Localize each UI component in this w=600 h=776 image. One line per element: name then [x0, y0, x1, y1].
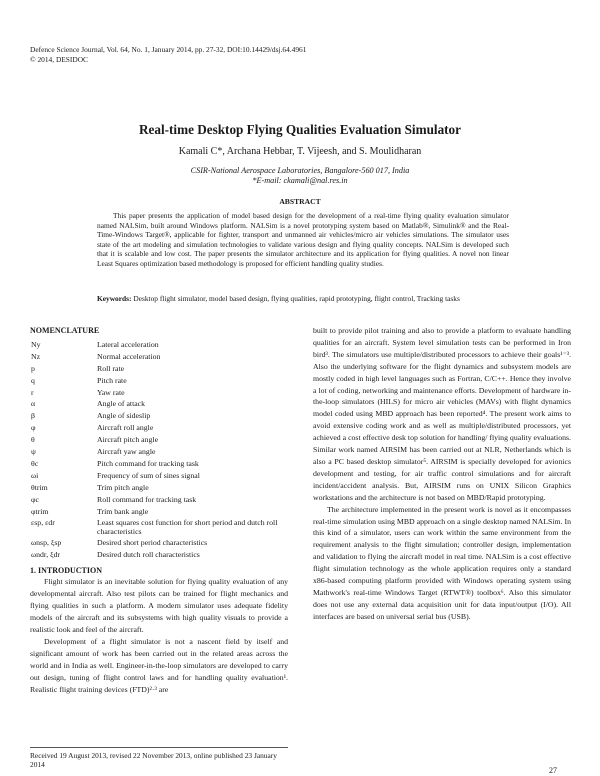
nomenclature-symbol: θc: [31, 458, 39, 468]
nomenclature-definition: Pitch command for tracking task: [97, 458, 199, 468]
affiliation: CSIR-National Aerospace Laboratories, Bangalore-560 017, India: [190, 166, 410, 175]
body-paragraph: The architecture implemented in the present work is novel as it encompasses real-time simulation using MBD approach on a single desktop named NALSim. In this kind of a simulator, users can work within the same environment from the requirement analysis to the flight simulation; controller design, implementation and validation to flying the aircraft model in real time. NALSim is a cost effective flight simulation technology as the whole application requires only a standard x86-based computing platform provided with Windows operating system using Mathwork's real-time Windows Target (RTWT®) toolbox⁶. Also this simulator does not use any external data acquisition unit for data input/output (I/O). All interfaces are based on universal serial bus (USB).: [313, 504, 571, 621]
nomenclature-symbol: p: [31, 363, 35, 373]
abstract-text: This paper presents the application of model based design for the development of a real-time flying quality evaluation simulator named NALSim, built around Windows platform. NALSim is a novel prototyping system based on Matlab®, Simulink® and the Real-Time-Windows Target®, applicable for fighter, transport and unmanned air vehicles/micro air vehicles simulations. The simulator uses state of the art modeling and simulation technologies to validate various design and flying quality concepts. NALSim is developed such that it is scalable and low cost. The paper presents the simulator architecture and its application for flying qualities. A novel non linear Least Squares optimization based methodology is proposed for efficient handling quality studies.: [97, 211, 509, 268]
keywords-label: Keywords:: [97, 294, 132, 303]
journal-header: [30, 45, 306, 65]
page-number: 27: [549, 766, 557, 775]
nomenclature-row: [30, 518, 288, 537]
nomenclature-row: [30, 339, 288, 351]
received-dates: Received 19 August 2013, revised 22 November 2013, online published 23 January 2014: [30, 747, 288, 769]
nomenclature-symbol: ωi: [31, 470, 39, 480]
nomenclature-definition: Trim pitch angle: [97, 482, 149, 492]
nomenclature-row: [30, 363, 288, 375]
nomenclature-definition: Desired dutch roll characteristics: [97, 549, 200, 559]
right-column: [313, 325, 571, 623]
nomenclature-row: [30, 398, 288, 410]
nomenclature-row: [30, 410, 288, 422]
nomenclature-definition: Pitch rate: [97, 375, 127, 385]
nomenclature-row: [30, 549, 288, 561]
nomenclature-row: [30, 434, 288, 446]
nomenclature-row: [30, 422, 288, 434]
nomenclature-row: [30, 506, 288, 518]
nomenclature-symbol: θtrim: [31, 482, 48, 492]
keywords-text: Desktop flight simulator, model based design, flying qualities, rapid prototyping, flight control, Tracking tasks: [133, 294, 460, 303]
nomenclature-definition: Least squares cost function for short period and dutch roll characteristics: [97, 517, 278, 537]
nomenclature-row: [30, 375, 288, 387]
nomenclature-definition: Aircraft yaw angle: [97, 447, 156, 457]
author-email: *E-mail: ckamali@nal.res.in: [252, 176, 348, 185]
nomenclature-definition: Roll rate: [97, 363, 125, 373]
nomenclature-symbol: ψ: [31, 447, 36, 457]
nomenclature-symbol: Nz: [31, 351, 41, 361]
nomenclature-symbol: φtrim: [31, 506, 49, 516]
nomenclature-definition: Frequency of sum of sines signal: [97, 470, 200, 480]
nomenclature-row: [30, 387, 288, 399]
intro-paragraph: Flight simulator is an inevitable solution for flying quality evaluation of any developmental aircraft. Also test pilots can be trained for flight mechanics and flying qualities in such a platform. A modern simulator uses adequate fidelity models of the aircraft and its subsystems with high quality visuals to provide a realistic look and feel of the aircraft.: [30, 577, 288, 635]
nomenclature-symbol: Ny: [31, 339, 41, 349]
nomenclature-definition: Trim bank angle: [97, 506, 149, 516]
nomenclature-symbol: α: [31, 399, 36, 409]
nomenclature-symbol: εsp, εdr: [31, 517, 55, 527]
paper-authors: Kamali C*, Archana Hebbar, T. Vijeesh, and S. Moulidharan: [178, 146, 422, 157]
nomenclature-definition: Angle of sideslip: [97, 411, 151, 421]
nomenclature-row: [30, 351, 288, 363]
body-paragraph: built to provide pilot training and also to provide a platform to evaluate handling qualities for an aircraft. System level simulation tests can be performed in Iron bird³. The simulators use multiple/distributed processors to achieve their goals¹⁻³. Also the underlying software for the flight dynamics and subsystem models are mostly coded in high level languages such as Fortran, C/C++. Hence they involve a lot of coding, networking and maintenance efforts. Development of hardware in-the-loop simulators (HILS) for micro air vehicles (MAVs) with flight dynamics model coded using MBD approach has been reported⁴. The present work aims to avoid extensive coding work and as well as multiple/distributed processors, yet achieved a cost effective desk top solution for handling/ flying quality evaluations. Similar work named AIRSIM has been carried out at NLR, Netherlands which is also a PC based desktop simulator⁵. AIRSIM is specially developed for avionics development and testing, for air traffic control simulations and for aircraft incident/accident analysis. But, AIRSIM runs on UNIX Silicon Graphics workstations and the architecture is not based on MBD/Rapid prototyping.: [313, 326, 571, 502]
keywords-block: [97, 294, 509, 303]
nomenclature-table: [30, 339, 288, 561]
nomenclature-row: [30, 470, 288, 482]
journal-copyright: © 2014, DESIDOC: [30, 55, 88, 64]
nomenclature-definition: Aircraft roll angle: [97, 423, 154, 433]
nomenclature-definition: Normal acceleration: [97, 351, 161, 361]
intro-paragraph: Development of a flight simulator is not a nascent field by itself and significant amount of work has been carried out in the related areas across the world and in India as well. Engineer-in-the-loop simulators are developed to carry out design, tuning of flight control laws and for handling quality evaluation¹. Realistic flight training devices (FTD)²·³ are: [30, 636, 288, 694]
nomenclature-definition: Desired short period characteristics: [97, 537, 208, 547]
nomenclature-row: [30, 537, 288, 549]
nomenclature-symbol: ωnsp, ξsp: [31, 537, 62, 547]
nomenclature-definition: Yaw rate: [97, 387, 125, 397]
abstract-heading: ABSTRACT: [279, 197, 321, 206]
left-column: [30, 325, 288, 695]
nomenclature-row: [30, 482, 288, 494]
nomenclature-definition: Lateral acceleration: [97, 339, 159, 349]
nomenclature-heading: NOMENCLATURE: [30, 326, 100, 335]
nomenclature-row: [30, 446, 288, 458]
nomenclature-symbol: θ: [31, 435, 35, 445]
journal-citation: Defence Science Journal, Vol. 64, No. 1, January 2014, pp. 27-32, DOI:10.14429/dsj.64.4961: [30, 45, 307, 54]
nomenclature-symbol: β: [31, 411, 35, 421]
nomenclature-definition: Angle of attack: [97, 399, 146, 409]
nomenclature-definition: Roll command for tracking task: [97, 494, 197, 504]
nomenclature-symbol: φ: [31, 423, 36, 433]
nomenclature-symbol: r: [31, 387, 34, 397]
nomenclature-definition: Aircraft pitch angle: [97, 435, 159, 445]
nomenclature-symbol: φc: [31, 494, 39, 504]
nomenclature-row: [30, 494, 288, 506]
nomenclature-symbol: q: [31, 375, 35, 385]
nomenclature-symbol: ωndr, ξdr: [31, 549, 61, 559]
paper-title: Real-time Desktop Flying Qualities Evaluation Simulator: [139, 122, 461, 137]
affiliation-block: [0, 166, 600, 186]
nomenclature-row: [30, 458, 288, 470]
introduction-heading: 1. INTRODUCTION: [30, 565, 103, 575]
